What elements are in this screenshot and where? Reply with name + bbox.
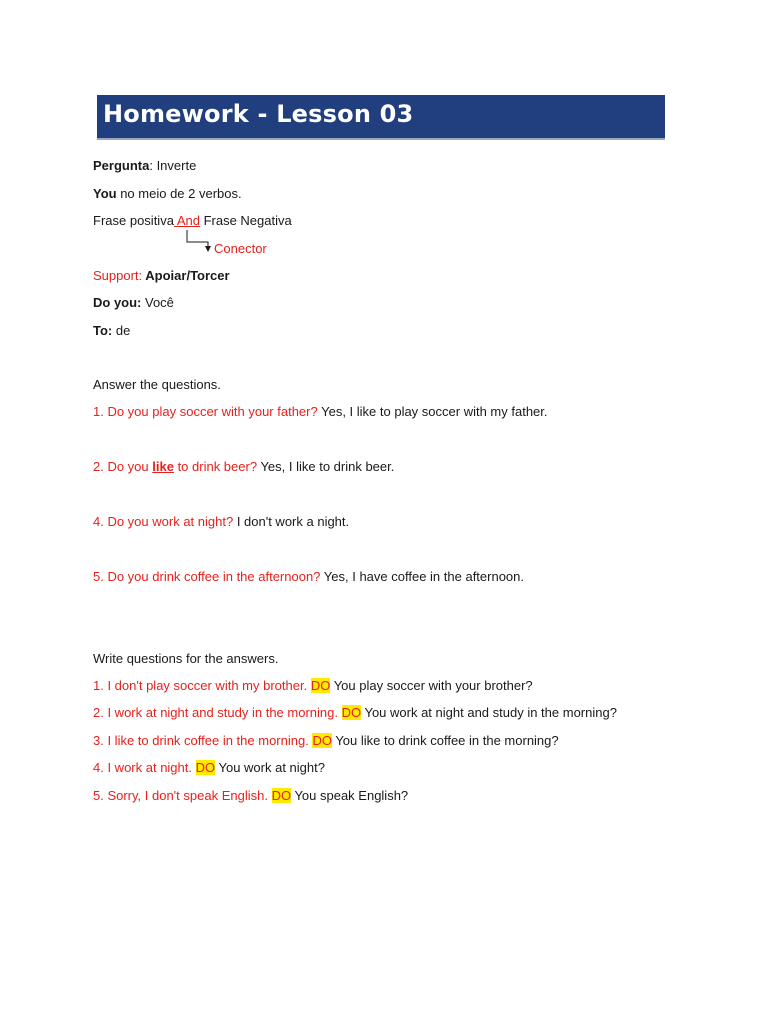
note-do-you bbox=[93, 295, 174, 311]
note-text: Frase positiva bbox=[93, 213, 174, 228]
question-text: You work at night and study in the morning? bbox=[361, 705, 617, 720]
question-text: 1. Do you play soccer with your father? bbox=[93, 404, 318, 419]
answer-item bbox=[93, 514, 349, 530]
question-text: You play soccer with your brother? bbox=[330, 678, 533, 693]
question-text: 2. Do you bbox=[93, 459, 153, 474]
note-pergunta bbox=[93, 158, 196, 174]
note-label: To: bbox=[93, 323, 113, 338]
do-highlight: DO bbox=[271, 788, 292, 803]
note-label: Do you: bbox=[93, 295, 142, 310]
question-text: You speak English? bbox=[291, 788, 409, 803]
statement-text: 4. I work at night. bbox=[93, 760, 196, 775]
statement-text: 1. I don't play soccer with my brother. bbox=[93, 678, 311, 693]
answer-text: Yes, I have coffee in the afternoon. bbox=[320, 569, 525, 584]
note-label: Pergunta bbox=[93, 158, 150, 173]
note-label: Support: bbox=[93, 268, 143, 283]
do-highlight: DO bbox=[341, 705, 362, 720]
note-frase bbox=[93, 213, 292, 229]
write-item bbox=[93, 760, 325, 776]
do-highlight: DO bbox=[310, 678, 331, 693]
answer-text: Yes, I like to play soccer with my father. bbox=[317, 404, 548, 419]
note-support bbox=[93, 268, 230, 284]
write-section-heading: Write questions for the answers. bbox=[93, 651, 279, 666]
answer-text: I don't work a night. bbox=[233, 514, 350, 529]
note-text: de bbox=[112, 323, 131, 338]
note-text: : Inverte bbox=[149, 158, 197, 173]
do-highlight: DO bbox=[195, 760, 216, 775]
write-item bbox=[93, 788, 408, 804]
statement-text: 2. I work at night and study in the morning. bbox=[93, 705, 342, 720]
page-title: Homework - Lesson 03 bbox=[103, 100, 414, 128]
note-text: Frase Negativa bbox=[199, 213, 292, 228]
do-highlight: DO bbox=[312, 733, 332, 748]
write-item bbox=[93, 678, 533, 694]
statement-text: 5. Sorry, I don't speak English. bbox=[93, 788, 272, 803]
question-text: 5. Do you drink coffee in the afternoon? bbox=[93, 569, 321, 584]
write-item bbox=[93, 733, 559, 749]
note-text: Apoiar/Torcer bbox=[142, 268, 230, 283]
emphasized-word: like bbox=[152, 459, 174, 474]
answer-section-heading: Answer the questions. bbox=[93, 377, 221, 392]
connector-arrow-icon bbox=[186, 228, 214, 254]
answer-item bbox=[93, 404, 548, 420]
question-text: 4. Do you work at night? bbox=[93, 514, 234, 529]
answer-item bbox=[93, 459, 394, 475]
note-to bbox=[93, 323, 130, 339]
answer-item bbox=[93, 569, 524, 585]
question-text: You work at night? bbox=[215, 760, 325, 775]
and-connector-word: And bbox=[173, 213, 200, 228]
question-text: to drink beer? bbox=[173, 459, 258, 474]
statement-text: 3. I like to drink coffee in the morning. bbox=[93, 733, 313, 748]
conector-label: Conector bbox=[214, 241, 267, 256]
answer-text: Yes, I like to drink beer. bbox=[257, 459, 395, 474]
title-banner bbox=[97, 95, 665, 140]
question-text: You like to drink coffee in the morning? bbox=[331, 733, 559, 748]
write-item bbox=[93, 705, 617, 721]
note-label: You bbox=[93, 186, 117, 201]
note-you bbox=[93, 186, 242, 202]
note-text: no meio de 2 verbos. bbox=[116, 186, 242, 201]
note-text: Você bbox=[141, 295, 174, 310]
